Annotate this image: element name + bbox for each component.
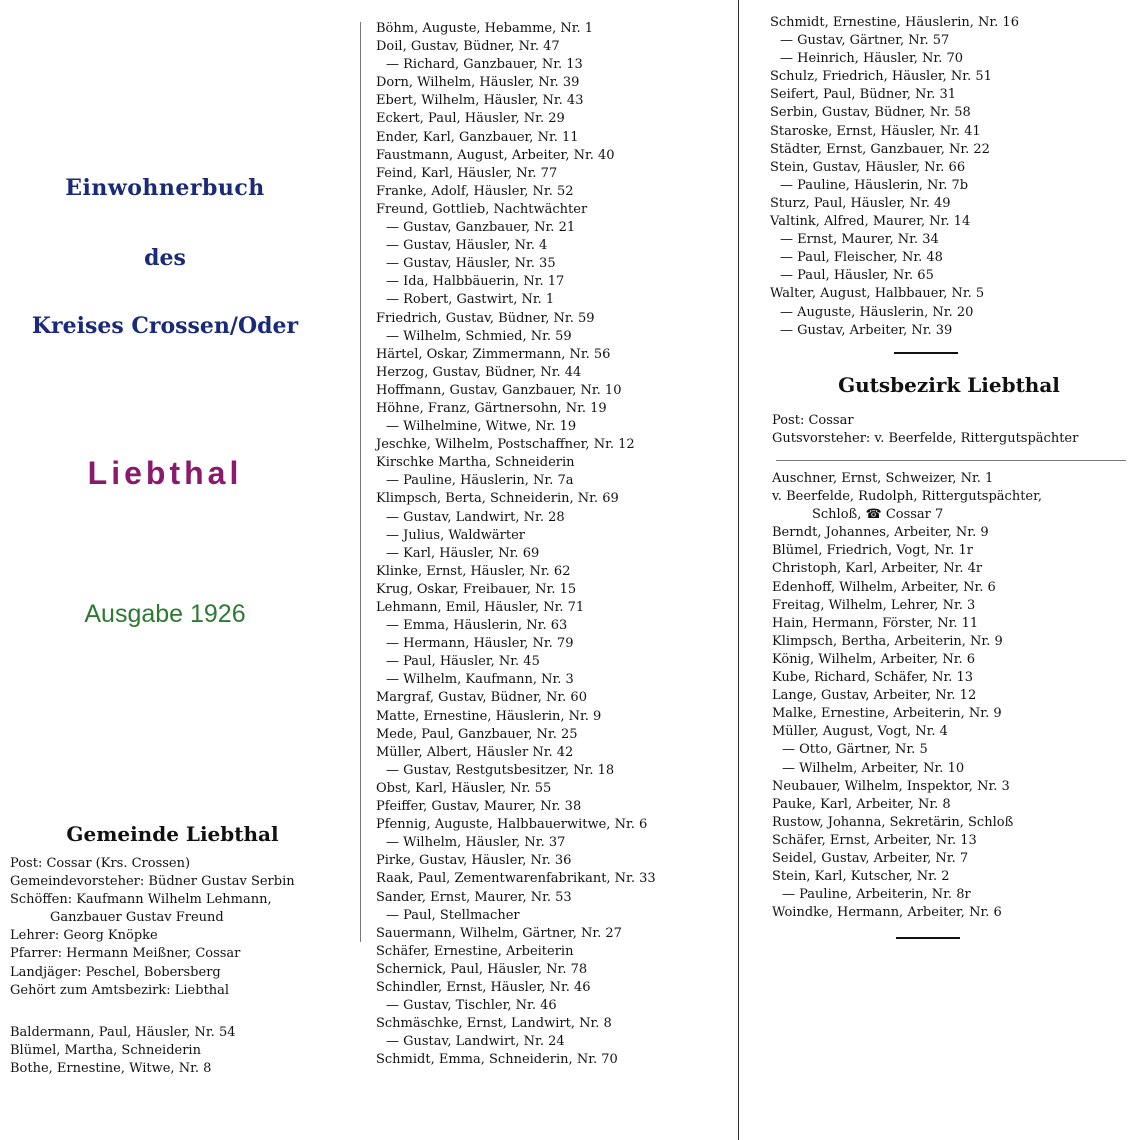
resident-entry: Faustmann, August, Arbeiter, Nr. 40 (376, 147, 615, 163)
resident-entry: — Gustav, Häusler, Nr. 35 (386, 256, 556, 272)
resident-entry: — Gustav, Restgutsbesitzer, Nr. 18 (386, 762, 615, 778)
middle-column (372, 0, 742, 1140)
resident-entry: König, Wilhelm, Arbeiter, Nr. 6 (772, 651, 976, 667)
gemeinde-heading: Gemeinde Liebthal (66, 822, 279, 846)
resident-entry: Städter, Ernst, Ganzbauer, Nr. 22 (770, 141, 990, 157)
resident-entry: Müller, Albert, Häusler Nr. 42 (376, 744, 574, 760)
resident-entry: — Karl, Häusler, Nr. 69 (386, 545, 540, 561)
resident-entry: — Paul, Fleischer, Nr. 48 (780, 250, 943, 266)
resident-entry: Pfeiffer, Gustav, Maurer, Nr. 38 (376, 799, 582, 815)
resident-entry: Schmidt, Emma, Schneiderin, Nr. 70 (376, 1052, 618, 1068)
resident-entry: — Ernst, Maurer, Nr. 34 (780, 232, 939, 248)
book-title-des: des (144, 245, 186, 271)
resident-entry: — Wilhelm, Schmied, Nr. 59 (386, 328, 572, 344)
resident-entry: Freitag, Wilhelm, Lehrer, Nr. 3 (772, 597, 976, 613)
resident-entry: Baldermann, Paul, Häusler, Nr. 54 (10, 1025, 236, 1040)
resident-entry: Mede, Paul, Ganzbauer, Nr. 25 (376, 726, 578, 742)
resident-entry: Matte, Ernestine, Häuslerin, Nr. 9 (376, 708, 602, 724)
resident-entry: Margraf, Gustav, Büdner, Nr. 60 (376, 690, 587, 706)
resident-entry: Rustow, Johanna, Sekretärin, Schloß (772, 814, 1014, 830)
resident-entry: — Heinrich, Häusler, Nr. 70 (780, 51, 963, 67)
info-line: Schöffen: Kaufmann Wilhelm Lehmann, (10, 892, 272, 908)
resident-entry: — Gustav, Gärtner, Nr. 57 (780, 33, 950, 49)
resident-entry: Pirke, Gustav, Häusler, Nr. 36 (376, 853, 572, 869)
resident-entry: Schmidt, Ernestine, Häuslerin, Nr. 16 (770, 15, 1019, 30)
left-column (0, 0, 345, 1140)
resident-entry: Feind, Karl, Häusler, Nr. 77 (376, 165, 558, 181)
resident-entry: Malke, Ernestine, Arbeiterin, Nr. 9 (772, 706, 1002, 722)
resident-entry: Schloß, ☎ Cossar 7 (812, 507, 944, 523)
resident-entry: Sander, Ernst, Maurer, Nr. 53 (376, 889, 572, 905)
resident-entry: — Paul, Stellmacher (386, 907, 520, 923)
resident-entry: — Gustav, Ganzbauer, Nr. 21 (386, 220, 576, 236)
info-line: Gehört zum Amtsbezirk: Liebthal (10, 982, 230, 998)
resident-entry: — Gustav, Arbeiter, Nr. 39 (780, 322, 953, 338)
resident-entry: Lange, Gustav, Arbeiter, Nr. 12 (772, 688, 977, 704)
resident-entry: Ender, Karl, Ganzbauer, Nr. 11 (376, 129, 579, 145)
resident-entry: Obst, Karl, Häusler, Nr. 55 (376, 780, 552, 796)
resident-entry: Bothe, Ernestine, Witwe, Nr. 8 (10, 1061, 212, 1077)
resident-entry: Walter, August, Halbbauer, Nr. 5 (770, 286, 985, 302)
resident-entry: — Gustav, Häusler, Nr. 4 (386, 238, 548, 254)
column-divider (360, 22, 361, 942)
resident-entry: Ebert, Wilhelm, Häusler, Nr. 43 (376, 93, 584, 109)
resident-entry: Jeschke, Wilhelm, Postschaffner, Nr. 12 (376, 437, 635, 453)
resident-entry: — Wilhelm, Arbeiter, Nr. 10 (782, 760, 965, 776)
resident-entry: v. Beerfelde, Rudolph, Rittergutspächter, (772, 489, 1043, 505)
resident-entry: Schäfer, Ernestine, Arbeiterin (376, 943, 574, 959)
resident-entry: Serbin, Gustav, Büdner, Nr. 58 (770, 105, 971, 121)
resident-entry: Stein, Karl, Kutscher, Nr. 2 (772, 869, 950, 885)
resident-entry: Höhne, Franz, Gärtnersohn, Nr. 19 (376, 400, 607, 416)
resident-entry: — Otto, Gärtner, Nr. 5 (782, 742, 928, 758)
resident-entry: Müller, August, Vogt, Nr. 4 (772, 724, 948, 740)
resident-entry: — Richard, Ganzbauer, Nr. 13 (386, 57, 583, 73)
info-line: Post: Cossar (Krs. Crossen) (10, 856, 191, 871)
right-column (766, 0, 1132, 1140)
resident-entry: Raak, Paul, Zementwarenfabrikant, Nr. 33 (376, 871, 656, 887)
resident-entry: Edenhoff, Wilhelm, Arbeiter, Nr. 6 (772, 579, 996, 595)
edition-label: Ausgabe 1926 (84, 600, 246, 628)
resident-entry: Pfennig, Auguste, Halbbauerwitwe, Nr. 6 (376, 817, 648, 833)
resident-entry: — Julius, Waldwärter (386, 527, 526, 543)
resident-entry: — Wilhelmine, Witwe, Nr. 19 (386, 419, 577, 435)
resident-entry: Schindler, Ernst, Häusler, Nr. 46 (376, 979, 591, 995)
resident-entry: Sturz, Paul, Häusler, Nr. 49 (770, 195, 951, 211)
resident-entry: Böhm, Auguste, Hebamme, Nr. 1 (376, 21, 594, 36)
gemeinde-residents-left (10, 1024, 236, 1078)
resident-entry: — Robert, Gastwirt, Nr. 1 (386, 292, 555, 308)
resident-entry: — Emma, Häuslerin, Nr. 63 (386, 618, 568, 634)
resident-entry: Christoph, Karl, Arbeiter, Nr. 4r (772, 561, 983, 577)
resident-entry: Valtink, Alfred, Maurer, Nr. 14 (770, 214, 971, 230)
resident-entry: — Gustav, Landwirt, Nr. 24 (386, 1034, 565, 1050)
resident-entry: Blümel, Friedrich, Vogt, Nr. 1r (772, 543, 973, 559)
section-divider (894, 352, 958, 354)
resident-entry: Krug, Oskar, Freibauer, Nr. 15 (376, 581, 577, 597)
resident-entry: Stein, Gustav, Häusler, Nr. 66 (770, 159, 966, 175)
resident-entry: Pauke, Karl, Arbeiter, Nr. 8 (772, 796, 951, 812)
resident-entry: — Gustav, Landwirt, Nr. 28 (386, 509, 565, 525)
resident-entry: Blümel, Martha, Schneiderin (10, 1043, 201, 1059)
resident-entry: Dorn, Wilhelm, Häusler, Nr. 39 (376, 75, 580, 91)
resident-entry: Hoffmann, Gustav, Ganzbauer, Nr. 10 (376, 382, 622, 398)
resident-entry: Härtel, Oskar, Zimmermann, Nr. 56 (376, 346, 611, 362)
gutsbezirk-info-list (772, 412, 1078, 448)
gemeinde-info-list (10, 855, 295, 1000)
resident-entry: Herzog, Gustav, Büdner, Nr. 44 (376, 364, 582, 380)
resident-entry: — Wilhelm, Häusler, Nr. 37 (386, 835, 566, 851)
resident-entry: Klinke, Ernst, Häusler, Nr. 62 (376, 563, 571, 579)
resident-entry: — Gustav, Tischler, Nr. 46 (386, 998, 557, 1014)
resident-entry: Kirschke Martha, Schneiderin (376, 455, 575, 471)
resident-entry: — Pauline, Häuslerin, Nr. 7b (780, 177, 969, 193)
resident-entry: Neubauer, Wilhelm, Inspektor, Nr. 3 (772, 778, 1010, 794)
section-divider (896, 937, 960, 939)
gemeinde-residents-right (770, 14, 1019, 340)
resident-entry: Sauermann, Wilhelm, Gärtner, Nr. 27 (376, 925, 622, 941)
resident-entry: — Paul, Häusler, Nr. 45 (386, 654, 540, 670)
resident-entry: Berndt, Johannes, Arbeiter, Nr. 9 (772, 525, 989, 541)
column-divider (738, 0, 739, 1140)
resident-entry: — Paul, Häusler, Nr. 65 (780, 268, 934, 284)
info-line: Ganzbauer Gustav Freund (50, 910, 224, 926)
info-line: Gemeindevorsteher: Büdner Gustav Serbin (10, 874, 295, 890)
resident-entry: Klimpsch, Bertha, Arbeiterin, Nr. 9 (772, 633, 1003, 649)
resident-entry: Seifert, Paul, Büdner, Nr. 31 (770, 87, 957, 103)
place-title: Liebthal (87, 455, 243, 491)
resident-entry: Lehmann, Emil, Häusler, Nr. 71 (376, 600, 585, 615)
resident-entry: Hain, Hermann, Förster, Nr. 11 (772, 615, 979, 631)
resident-entry: Eckert, Paul, Häusler, Nr. 29 (376, 111, 565, 127)
book-title-kreis: Kreises Crossen/Oder (31, 313, 299, 339)
gemeinde-residents-mid (376, 20, 656, 1069)
resident-entry: Franke, Adolf, Häusler, Nr. 52 (376, 183, 574, 199)
resident-entry: — Pauline, Häuslerin, Nr. 7a (386, 473, 574, 489)
resident-entry: — Wilhelm, Kaufmann, Nr. 3 (386, 672, 574, 688)
resident-entry: Seidel, Gustav, Arbeiter, Nr. 7 (772, 850, 969, 866)
resident-entry: Doil, Gustav, Büdner, Nr. 47 (376, 39, 560, 55)
resident-entry: — Auguste, Häuslerin, Nr. 20 (780, 304, 974, 320)
book-title: Einwohnerbuch (65, 175, 265, 201)
resident-entry: Schernick, Paul, Häusler, Nr. 78 (376, 961, 588, 977)
info-line: Post: Cossar (772, 413, 854, 428)
resident-entry: — Pauline, Arbeiterin, Nr. 8r (782, 887, 971, 903)
resident-entry: Woindke, Hermann, Arbeiter, Nr. 6 (772, 905, 1002, 921)
gutsbezirk-heading: Gutsbezirk Liebthal (838, 373, 1060, 397)
resident-entry: — Hermann, Häusler, Nr. 79 (386, 636, 574, 652)
resident-entry: Staroske, Ernst, Häusler, Nr. 41 (770, 123, 981, 139)
info-line: Lehrer: Georg Knöpke (10, 928, 158, 944)
gutsbezirk-residents (772, 470, 1042, 922)
resident-entry: Schulz, Friedrich, Häusler, Nr. 51 (770, 69, 992, 85)
resident-entry: Schäfer, Ernst, Arbeiter, Nr. 13 (772, 832, 977, 848)
resident-entry: Freund, Gottlieb, Nachtwächter (376, 201, 588, 217)
info-line: Gutsvorsteher: v. Beerfelde, Rittergutspächter (772, 431, 1079, 447)
resident-entry: Klimpsch, Berta, Schneiderin, Nr. 69 (376, 491, 619, 507)
resident-entry: — Ida, Halbbäuerin, Nr. 17 (386, 274, 565, 290)
info-line: Pfarrer: Hermann Meißner, Cossar (10, 946, 241, 962)
info-line: Landjäger: Peschel, Bobersberg (10, 964, 221, 980)
resident-entry: Friedrich, Gustav, Büdner, Nr. 59 (376, 310, 595, 326)
info-divider (776, 460, 1126, 461)
resident-entry: Auschner, Ernst, Schweizer, Nr. 1 (772, 471, 994, 486)
resident-entry: Schmäschke, Ernst, Landwirt, Nr. 8 (376, 1016, 612, 1032)
resident-entry: Kube, Richard, Schäfer, Nr. 13 (772, 670, 974, 686)
